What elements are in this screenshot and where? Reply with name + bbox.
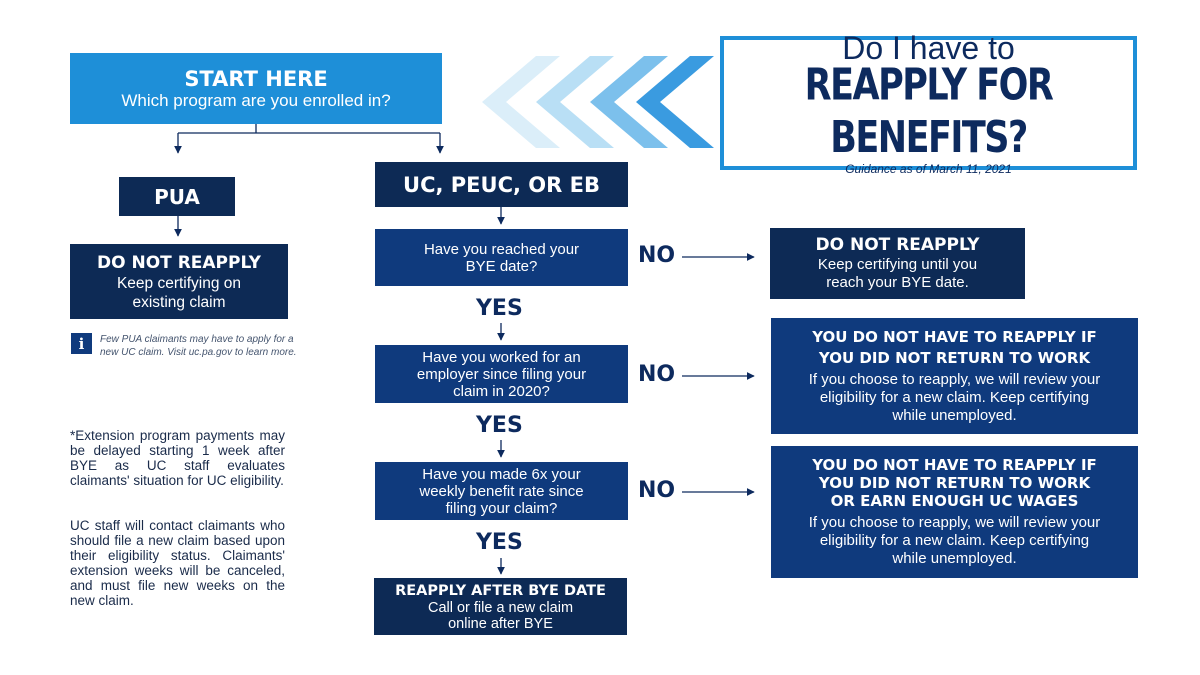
outcome3-line3: while unemployed.: [892, 550, 1017, 567]
q3-line1: Have you made 6x your: [422, 465, 581, 483]
pua-result-line1: Keep certifying on: [116, 274, 242, 292]
final-line1: Call or file a new claim: [427, 599, 574, 616]
info-icon: i: [71, 333, 92, 354]
title-line1: Do I have to: [842, 30, 1015, 66]
chevron-arrows-icon: [482, 56, 714, 148]
q1-line1: Have you reached your: [423, 240, 580, 258]
staff-contact-note: UC staff will contact claimants who should file a new claim based upon their eligibility status. Claimants' extension weeks will be canceled, and must file new weeks on the new claim.: [70, 518, 285, 608]
uc-label: UC, PEUC, OR EB: [403, 172, 600, 197]
answer-yes-2: YES: [476, 413, 523, 438]
outcome2-heading2: YOU DID NOT RETURN TO WORK: [818, 349, 1091, 367]
outcome-not-return-to-work: [771, 318, 1138, 434]
outcome3-heading1: YOU DO NOT HAVE TO REAPPLY IF: [812, 456, 1097, 474]
pua-info-line2: new UC claim. Visit uc.pa.gov to learn more.: [100, 347, 297, 358]
start-heading: START HERE: [184, 66, 328, 91]
extension-note: *Extension program payments may be delayed starting 1 week after BYE as UC staff evaluates claimants' situation for UC eligibility.: [70, 428, 285, 488]
pua-label: PUA: [154, 184, 200, 209]
uc-peuc-eb-box: [375, 162, 628, 207]
pua-result-box: [70, 244, 288, 319]
outcome3-line1: If you choose to reapply, we will review your: [808, 514, 1101, 531]
outcome-do-not-reapply: [770, 228, 1025, 299]
title-box: [720, 30, 1137, 176]
q3-line2: weekly benefit rate since: [419, 482, 584, 500]
answer-yes-1: YES: [476, 296, 523, 321]
final-heading: REAPPLY AFTER BYE DATE: [395, 582, 606, 599]
pua-result-line2: existing claim: [132, 293, 226, 311]
q2-line2: employer since filing your: [416, 365, 587, 383]
final-line2: online after BYE: [448, 615, 553, 632]
q1-line2: BYE date?: [465, 257, 538, 275]
outcome3-line2: eligibility for a new claim. Keep certifying: [819, 532, 1090, 549]
outcome1-line1: Keep certifying until you: [817, 256, 978, 273]
outcome2-line1: If you choose to reapply, we will review your: [808, 371, 1101, 388]
title-line2: REAPPLY FOR BENEFITS?: [804, 60, 1053, 164]
outcome1-heading: DO NOT REAPPLY: [815, 235, 980, 255]
guidance-date: Guidance as of March 11, 2021: [845, 162, 1012, 176]
answer-no-1: NO: [638, 243, 676, 268]
outcome1-line2: reach your BYE date.: [826, 274, 969, 291]
start-question: Which program are you enrolled in?: [121, 90, 391, 110]
outcome2-line2: eligibility for a new claim. Keep certifying: [819, 389, 1090, 406]
pua-box: [119, 177, 235, 216]
outcome3-heading3: OR EARN ENOUGH UC WAGES: [830, 492, 1079, 510]
outcome-not-earn-wages: [771, 446, 1138, 578]
outcome2-line3: while unemployed.: [892, 407, 1017, 424]
outcome2-heading1: YOU DO NOT HAVE TO REAPPLY IF: [812, 328, 1097, 346]
q2-line1: Have you worked for an: [422, 348, 581, 366]
question-worked-employer: [375, 345, 628, 403]
question-benefit-rate: [375, 462, 628, 520]
outcome3-heading2: YOU DID NOT RETURN TO WORK: [818, 474, 1091, 492]
pua-result-heading: DO NOT REAPPLY: [97, 252, 261, 273]
answer-no-3: NO: [638, 478, 676, 503]
q3-line3: filing your claim?: [445, 499, 558, 517]
question-bye-date: [375, 229, 628, 286]
reapply-after-bye-box: [374, 578, 627, 635]
pua-info-line1: Few PUA claimants may have to apply for a: [100, 334, 294, 345]
answer-yes-3: YES: [476, 530, 523, 555]
start-here-box: [70, 53, 442, 124]
pua-info-note: [100, 333, 300, 359]
answer-no-2: NO: [638, 362, 676, 387]
q2-line3: claim in 2020?: [453, 382, 550, 400]
